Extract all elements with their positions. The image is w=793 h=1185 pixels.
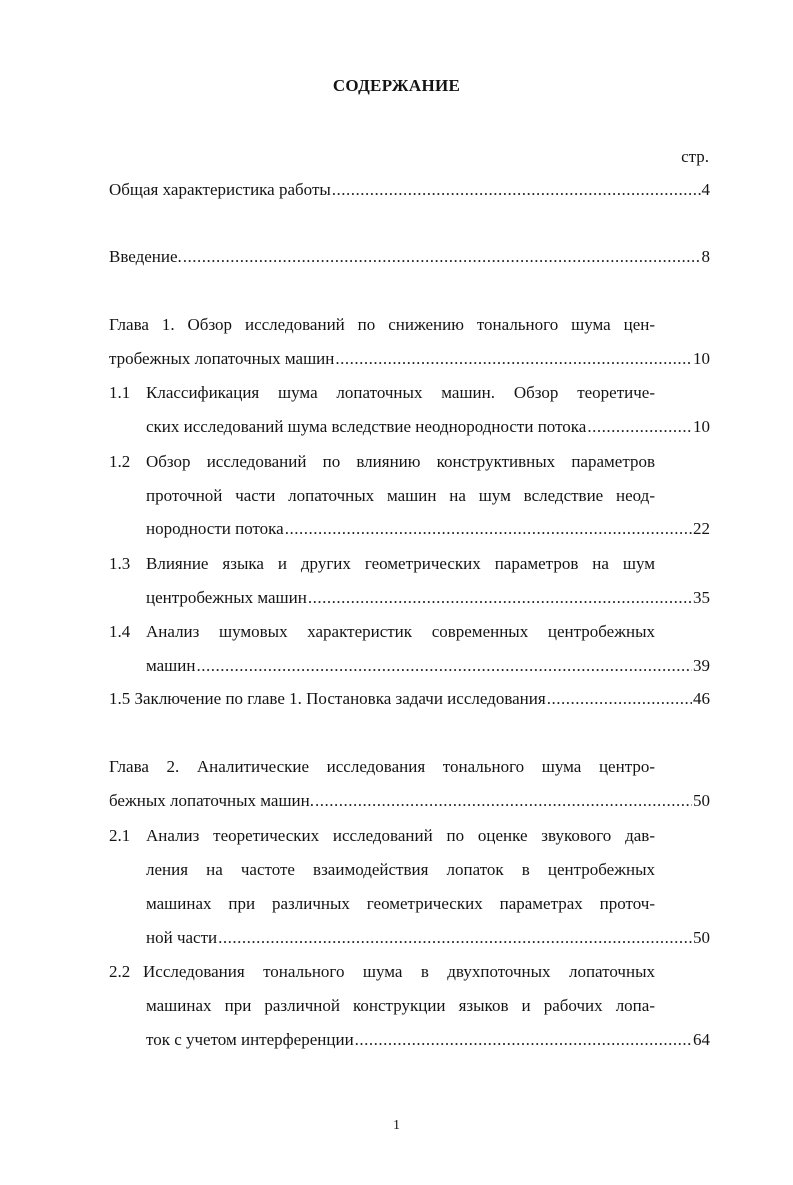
toc-page-number: 10 (693, 417, 710, 436)
toc-page-number: 4 (701, 180, 710, 199)
section-number: 1.1 (109, 383, 131, 402)
section-number: 1.4 (109, 622, 131, 641)
toc-entry-s1-1[interactable] (146, 417, 710, 439)
toc-chapter1-line1[interactable]: Глава 1. Обзор исследований по снижению тонального шума цен- (109, 315, 655, 334)
toc-s2-1-line1[interactable]: Анализ теоретических исследований по оценке звукового дав- (146, 826, 655, 845)
page-footer-number: 1 (393, 1118, 400, 1133)
toc-entry-text: нородности потока (146, 519, 284, 538)
toc-s2-2-line1[interactable]: Исследования тонального шума в двухпоточных лопаточных (143, 962, 655, 981)
leader-dots (355, 1030, 692, 1050)
toc-s1-2-line1[interactable]: Обзор исследований по влиянию конструктивных параметров (146, 452, 655, 471)
page-title: СОДЕРЖАНИЕ (332, 76, 461, 95)
toc-s1-4-line1[interactable]: Анализ шумовых характеристик современных центробежных (146, 622, 655, 641)
section-number: 2.1 (109, 826, 131, 845)
toc-entry-s1-5[interactable] (109, 689, 710, 711)
toc-s1-1-line1[interactable]: Классификация шума лопаточных машин. Обзор теоретиче- (146, 383, 655, 402)
toc-entry-text: 1.5 Заключение по главе 1. Постановка задачи исследования (109, 689, 546, 708)
toc-s2-1-line2[interactable]: ления на частоте взаимодействия лопаток в центробежных (146, 860, 655, 879)
section-number: 1.3 (109, 554, 131, 573)
toc-chapter2-line1[interactable]: Глава 2. Аналитические исследования тонального шума центро- (109, 757, 655, 776)
toc-s2-2-line2[interactable]: машинах при различной конструкции языков и рабочих лопа- (146, 996, 655, 1015)
toc-s1-3-line1[interactable]: Влияние языка и других геометрических параметров на шум (146, 554, 655, 573)
section-number: 2.2 (109, 962, 131, 981)
toc-page-number: 8 (701, 247, 710, 266)
toc-entry-text: Общая характеристика работы (109, 180, 331, 199)
toc-page-number: 35 (693, 588, 710, 607)
toc-entry-text: Введение. (109, 247, 182, 266)
toc-entry-text: бежных лопаточных машин. (109, 791, 314, 810)
toc-entry-intro[interactable] (109, 247, 710, 269)
leader-dots (308, 588, 692, 608)
leader-dots (587, 417, 692, 437)
toc-entry-s1-2[interactable] (146, 519, 710, 541)
toc-page-number: 64 (693, 1030, 710, 1049)
toc-entry-text: ной части (146, 928, 218, 947)
leader-dots (335, 349, 692, 369)
toc-entry-s1-4[interactable] (146, 656, 710, 678)
toc-page-number: 39 (693, 656, 710, 675)
toc-entry-text: ток с учетом интерференции (146, 1030, 354, 1049)
leader-dots (183, 247, 701, 267)
toc-entry-chapter1[interactable] (109, 349, 710, 371)
page-column-label: стр. (681, 147, 709, 166)
leader-dots (218, 928, 692, 948)
toc-entry-general[interactable] (109, 180, 710, 202)
toc-page-number: 10 (693, 349, 710, 368)
toc-s1-2-line2[interactable]: проточной части лопаточных машин на шум вследствие неод- (146, 486, 655, 505)
leader-dots (196, 656, 692, 676)
section-number: 1.2 (109, 452, 131, 471)
toc-page-number: 22 (693, 519, 710, 538)
toc-entry-s1-3[interactable] (146, 588, 710, 610)
toc-entry-text: ских исследований шума вследствие неоднородности потока (146, 417, 587, 436)
toc-page-number: 46 (693, 689, 710, 708)
toc-page-number: 50 (693, 928, 710, 947)
toc-entry-text: центробежных машин (146, 588, 307, 607)
leader-dots (547, 689, 692, 709)
toc-entry-s2-2[interactable] (146, 1030, 710, 1052)
leader-dots (285, 519, 692, 539)
toc-entry-text: машин (146, 656, 196, 675)
toc-entry-text: тробежных лопаточных машин (109, 349, 335, 368)
toc-page-number: 50 (693, 791, 710, 810)
toc-entry-s2-1[interactable] (146, 928, 710, 950)
toc-s2-1-line3[interactable]: машинах при различных геометрических параметрах проточ- (146, 894, 655, 913)
toc-entry-chapter2[interactable] (109, 791, 710, 813)
leader-dots (315, 791, 692, 811)
leader-dots (332, 180, 701, 200)
